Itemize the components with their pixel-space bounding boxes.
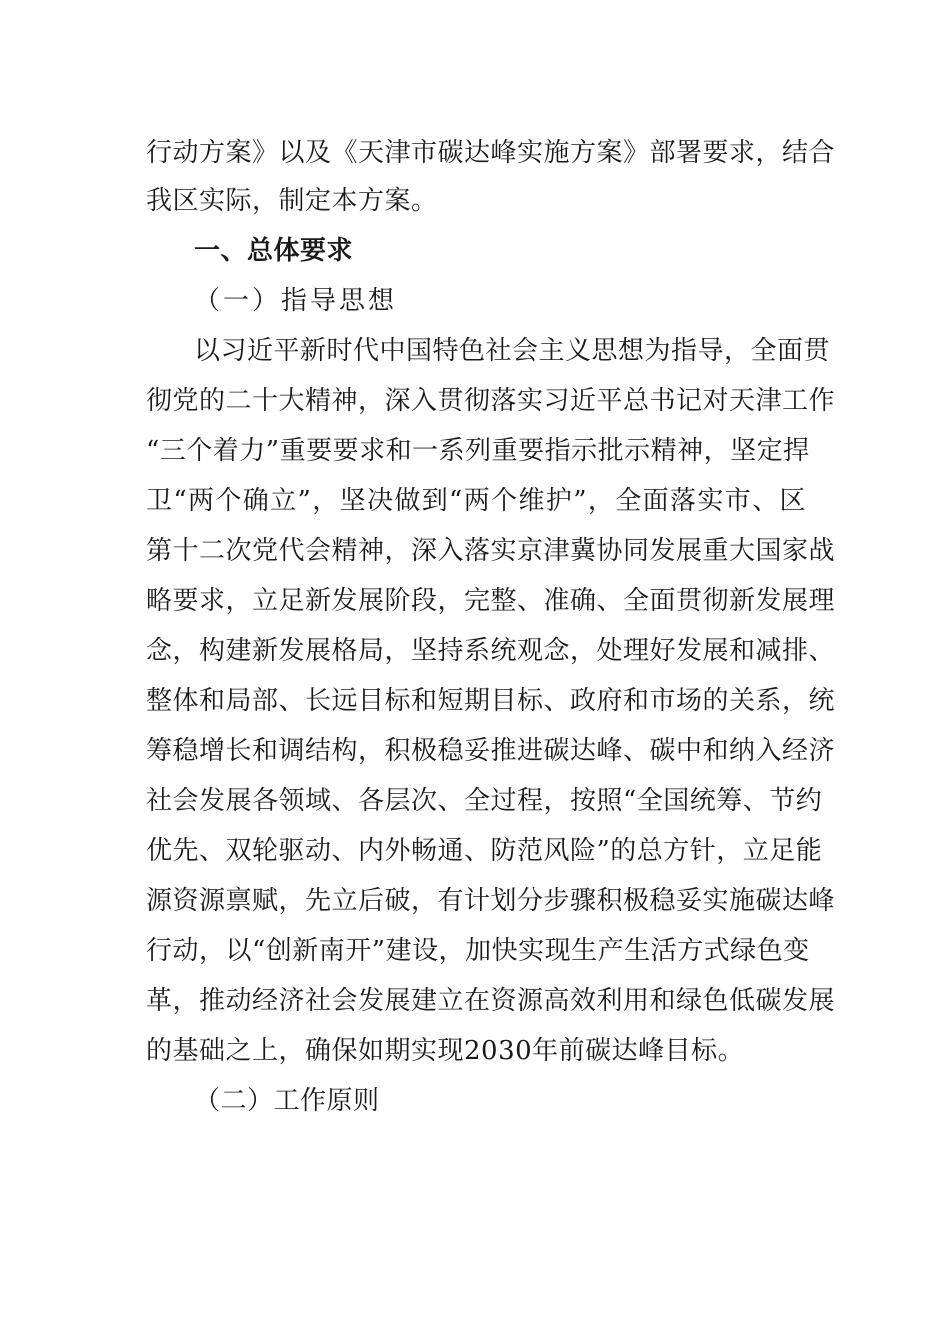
paragraph-line-2: 彻党的二十大精神，深入贯彻落实习近平总书记对天津工作 [146,386,836,416]
paragraph-line-4: 卫“两个确立”，坚决做到“两个维护”，全面落实市、区 [146,486,806,516]
paragraph-line-12: 源资源禀赋，先立后破，有计划分步骤积极稳妥实施碳达峰 [146,886,836,916]
paragraph-line-1: 以习近平新时代中国特色社会主义思想为指导，全面贯 [194,336,831,366]
paragraph-line-13: 行动，以“创新南开”建设，加快实现生产生活方式绿色变 [146,936,810,966]
paragraph-line-11: 优先、双轮驱动、内外畅通、防范风险”的总方针，立足能 [146,836,823,866]
paragraph-line-15: 的基础之上，确保如期实现2030年前碳达峰目标。 [146,1036,745,1066]
paragraph-line-3: “三个着力”重要要求和一系列重要指示批示精神，坚定捍 [146,436,810,466]
paragraph-line-6: 略要求，立足新发展阶段，完整、准确、全面贯彻新发展理 [146,586,836,616]
intro-line-1: 行动方案》以及《天津市碳达峰实施方案》部署要求，结合 [146,138,836,168]
subsection-title-guiding-ideology: （一）指导思想 [194,286,398,316]
paragraph-line-7: 念，构建新发展格局，坚持系统观念，处理好发展和减排、 [146,636,836,666]
paragraph-line-14: 革，推动经济社会发展建立在资源高效利用和绿色低碳发展 [146,986,836,1016]
section-title-general-requirements: 一、总体要求 [194,236,354,266]
paragraph-line-10: 社会发展各领域、各层次、全过程，按照“全国统筹、节约 [146,786,823,816]
paragraph-line-5: 第十二次党代会精神，深入落实京津冀协同发展重大国家战 [146,536,836,566]
paragraph-line-8: 整体和局部、长远目标和短期目标、政府和市场的关系，统 [146,686,836,716]
subsection-title-working-principles: （二）工作原则 [194,1086,380,1116]
intro-line-2: 我区实际，制定本方案。 [146,186,438,216]
paragraph-line-9: 筹稳增长和调结构，积极稳妥推进碳达峰、碳中和纳入经济 [146,736,836,766]
